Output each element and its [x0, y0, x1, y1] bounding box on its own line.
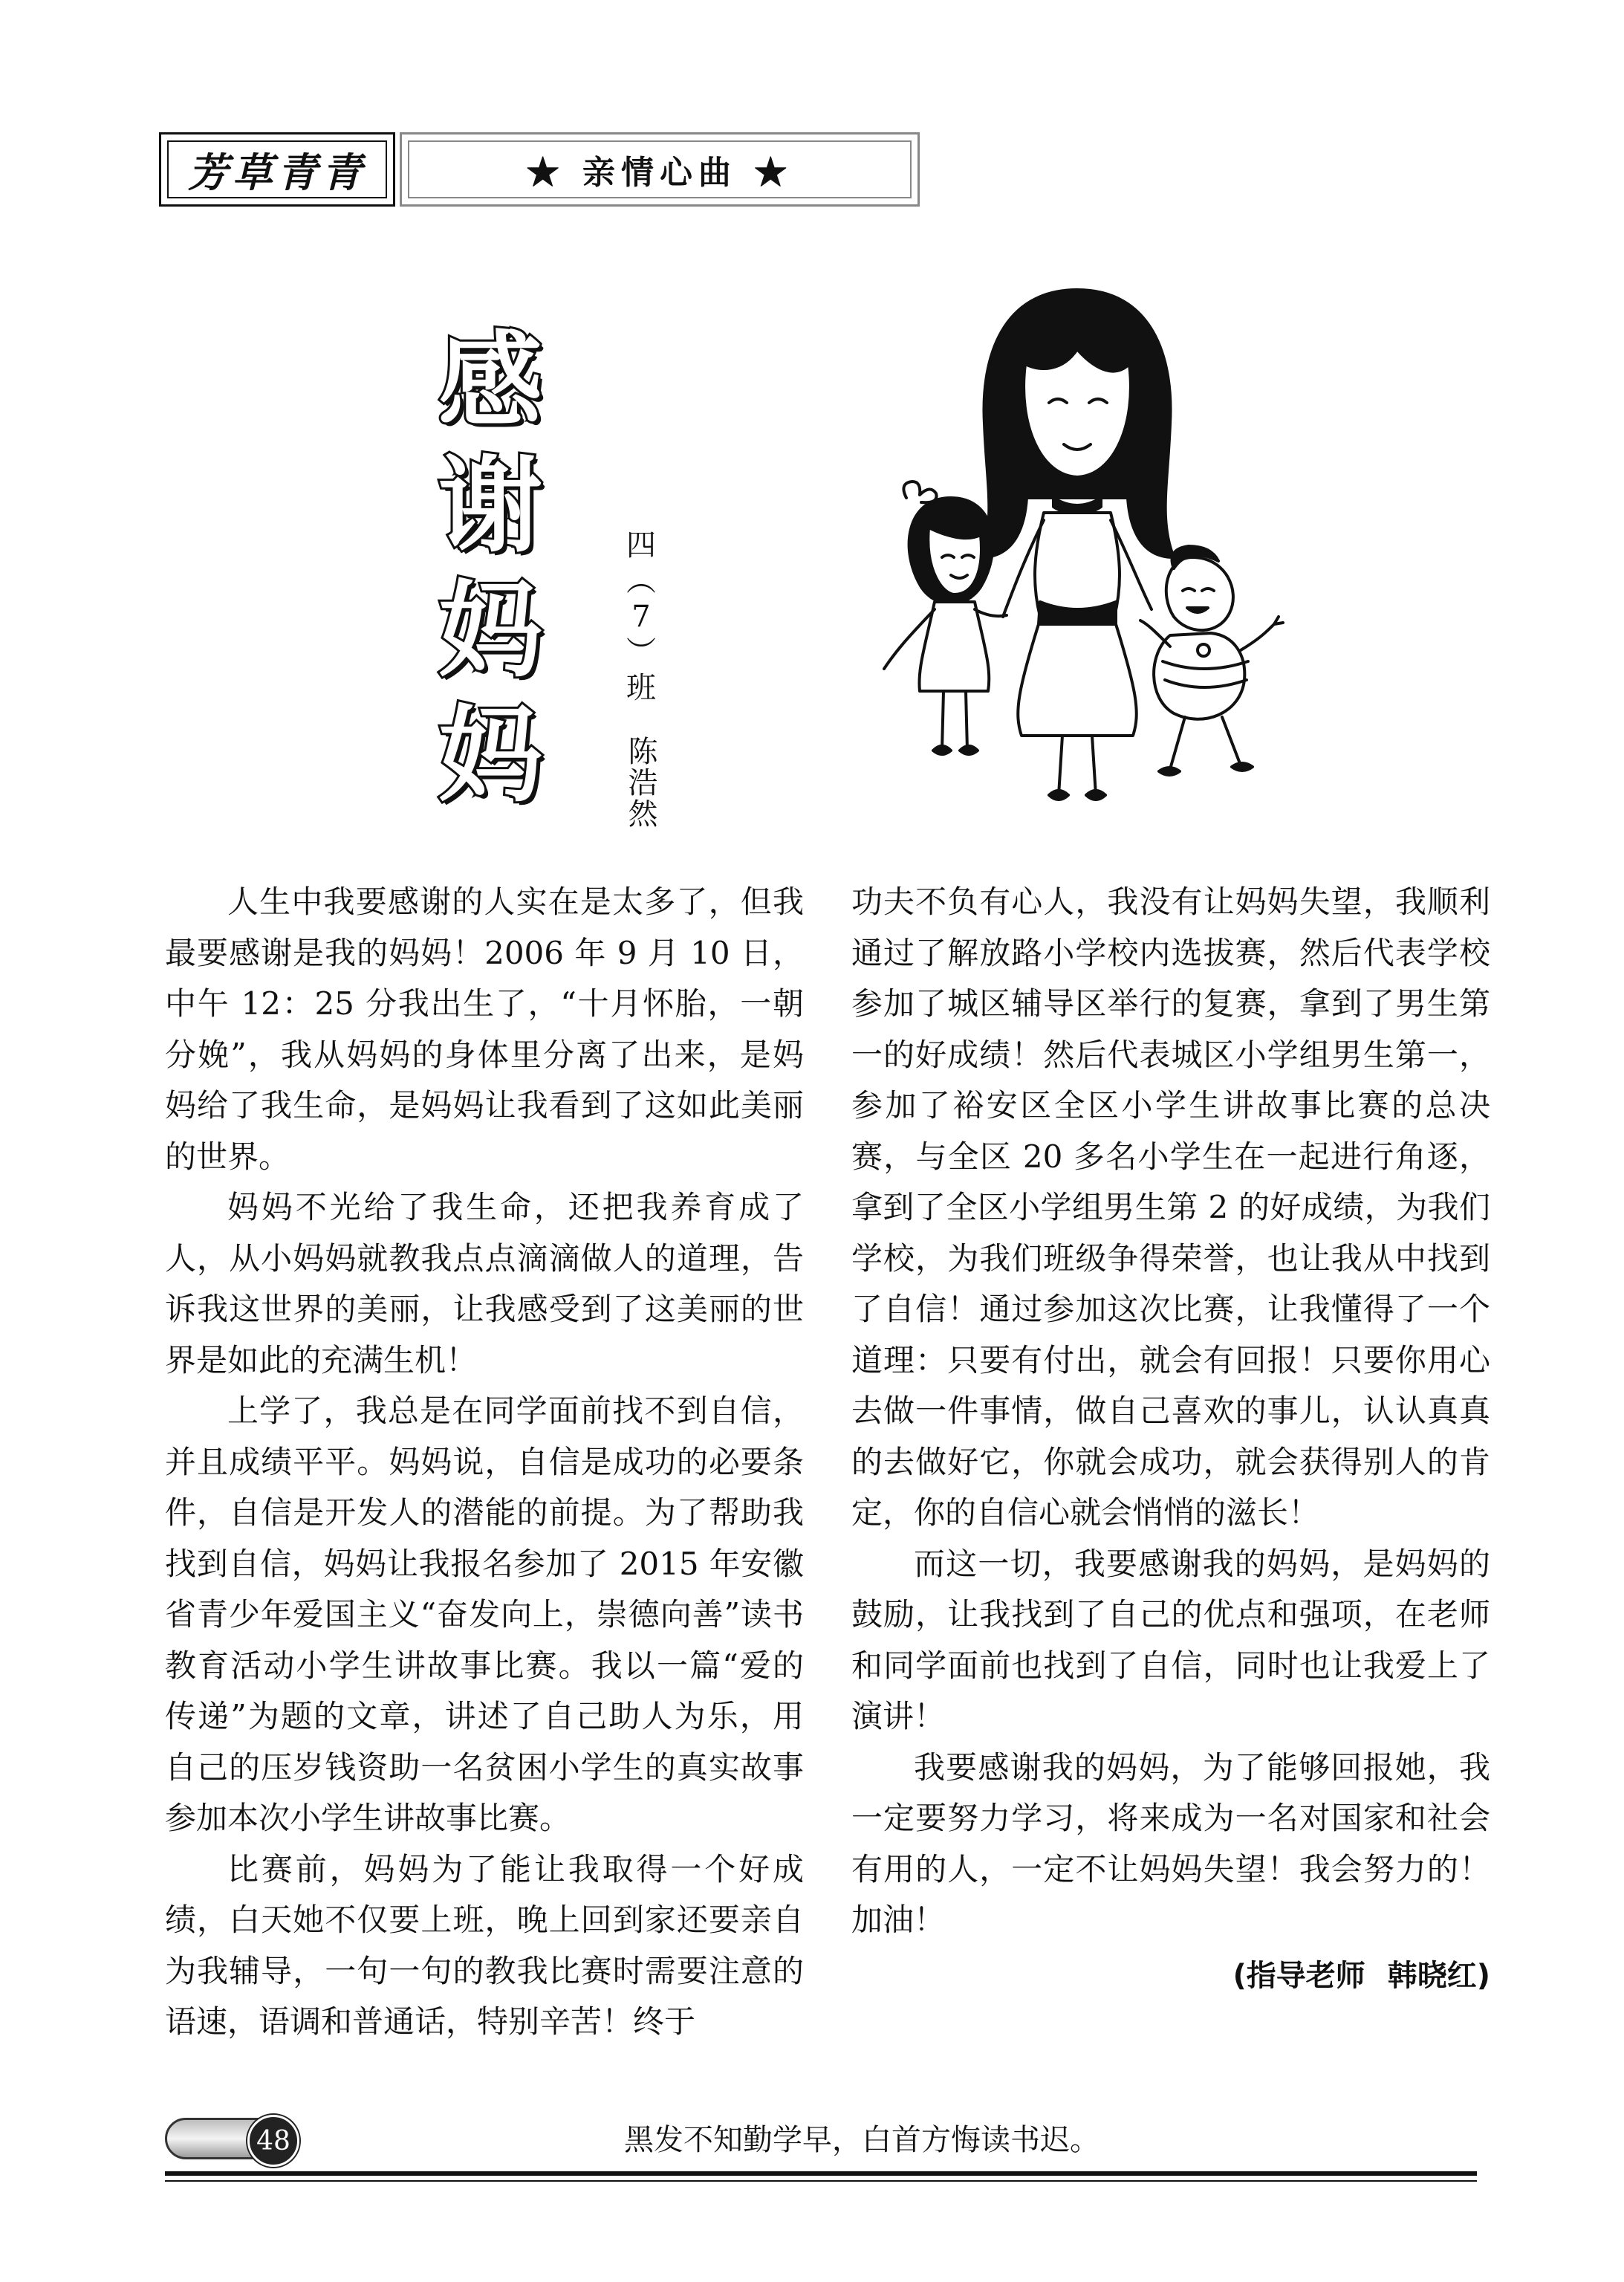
footer-rule-thin: [165, 2180, 1477, 2182]
page-number: 48: [247, 2115, 299, 2167]
column-name-box: [159, 132, 395, 207]
paragraph: 人生中我要感谢的人实在是太多了，但我最要感谢是我的妈妈！2006 年 9 月 10 日，中午 12：25 分我出生了，“十月怀胎，一朝分娩”，我从妈妈的身体里分离了出来，是妈妈给了我生命，是妈妈让我看到了这如此美丽的世界。: [165, 884, 804, 1175]
section-name: ★ 亲情心曲 ★: [526, 154, 793, 192]
byline-class-suffix: 班: [626, 671, 656, 705]
paragraph: 妈妈不光给了我生命，还把我养育成了人，从小妈妈就教我点点滴滴做人的道理，告诉我这世界的美丽，让我感受到了这美丽的世界是如此的充满生机！: [165, 1189, 804, 1378]
mentor-name: 韩晓红): [1387, 1958, 1490, 1993]
paragraph-continued: 功夫不负有心人，我没有让妈妈失望，我顺利通过了解放路小学校内选拔赛，然后代表学校参加了城区辅导区举行的复赛，拿到了男生第一的好成绩！然后代表城区小学组男生第一，参加了裕安区全区小学生讲故事比赛的总决赛，与全区 20 多名小学生在一起进行角逐，拿到了全区小学组男生第 2 的好成绩，为我们学校，为我们班级争得荣誉，也让我从中找到了自信！通过参加这次比赛，让我懂得了一个道理：只要有付出，就会有回报！只要你用心去做一件事情，做自己喜欢的事儿，认认真真的去做好它，你就会成功，就会获得别人的肯定，你的自信心就会悄悄的滋长！: [851, 884, 1490, 1531]
article-left-column: [165, 877, 804, 2048]
column-name: 芳草青青: [188, 148, 366, 196]
title-char: 妈: [438, 696, 542, 817]
paragraph: 比赛前，妈妈为了能让我取得一个好成绩，白天她不仅要上班，晚上回到家还要亲自为我辅导，一句一句的教我比赛时需要注意的语速，语调和普通话，特别辛苦！终于: [165, 1850, 804, 2040]
byline-author: 陈浩然: [623, 736, 657, 829]
byline-class-number: 7: [631, 600, 651, 634]
paragraph: 上学了，我总是在同学面前找不到自信，并且成绩平平。妈妈说，自信是成功的必要条件，自信是开发人的潜能的前提。为了帮助我找到自信，妈妈让我报名参加了 2015 年安徽省青少年爱国主义“奋发向上，崇德向善”读书教育活动小学生讲故事比赛。我以一篇“爱的传递”为题的文章，讲述了自己助人为乐，用自己的压岁钱资助一名贫困小学生的真实故事参加本次小学生讲故事比赛。: [165, 1393, 804, 1836]
family-illustration: [854, 275, 1300, 810]
title-char: 妈: [438, 571, 542, 692]
article-right-column: [851, 877, 1490, 2001]
byline-grade: 四: [626, 528, 656, 563]
byline-paren-open: ︵: [626, 564, 656, 598]
title-char: 谢: [438, 446, 542, 567]
title-char: 感: [438, 321, 542, 442]
footer-motto: 黑发不知勤学早，白首方悔读书迟。: [624, 2123, 1100, 2157]
paragraph: 而这一切，我要感谢我的妈妈，是妈妈的鼓励，让我找到了自己的优点和强项，在老师和同学面前也找到了自信，同时也让我爱上了演讲！: [851, 1545, 1490, 1734]
footer-rule-thick: [165, 2171, 1477, 2176]
byline: [623, 528, 660, 829]
byline-paren-close: ︶: [626, 635, 656, 670]
byline-gap: [623, 706, 660, 736]
section-name-box: [400, 132, 920, 207]
paragraph: 我要感谢我的妈妈，为了能够回报她，我一定要努力学习，将来成为一名对国家和社会有用的人，一定不让妈妈失望！我会努力的！加油！: [851, 1748, 1490, 1938]
mentor-credit: [851, 1951, 1490, 2002]
mentor-label: (指导老师: [1232, 1958, 1365, 1993]
article-title: [431, 320, 550, 819]
